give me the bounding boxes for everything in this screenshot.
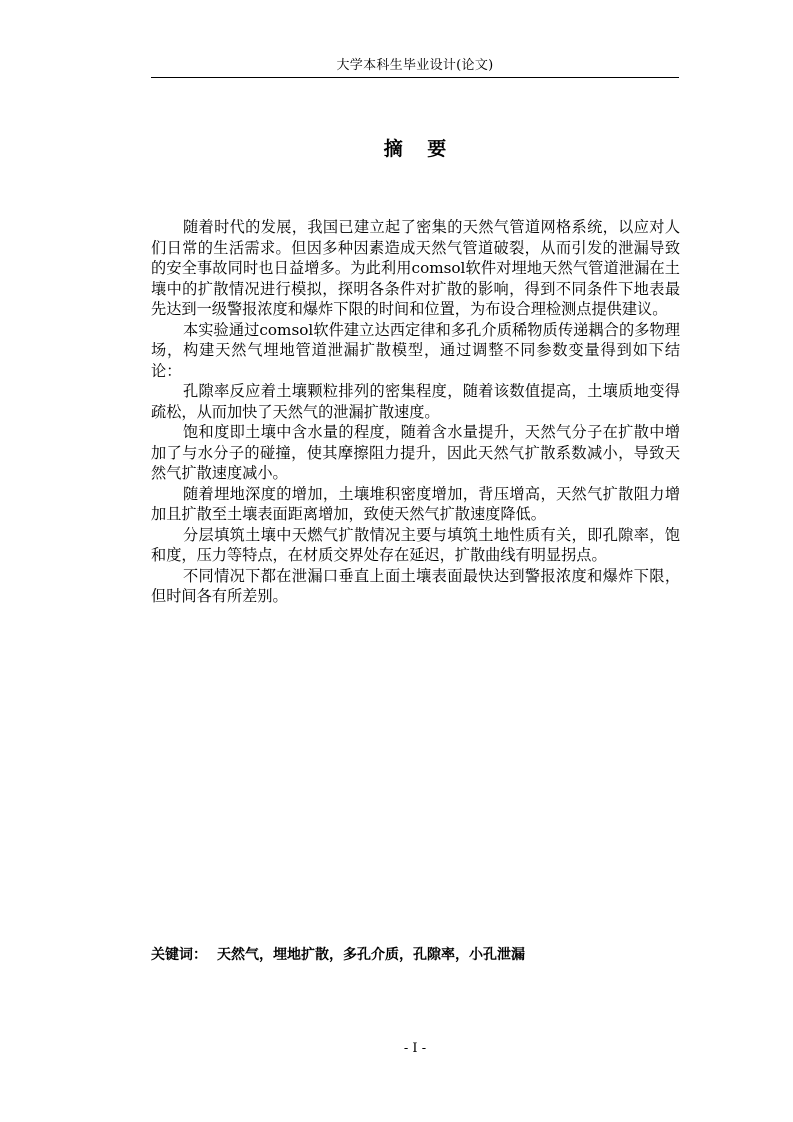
page-header: 大学本科生毕业设计(论文): [336, 58, 494, 73]
abstract-paragraph-6: 分层填筑土壤中天燃气扩散情况主要与填筑土地性质有关，即孔隙率，饱和度，压力等特点，在材质交界处存在延迟，扩散曲线有明显拐点。: [151, 525, 680, 564]
abstract-paragraph-4: 饱和度即土壤中含水量的程度，随着含水量提升，天然气分子在扩散中增加了与水分子的碰撞，使其摩擦阻力提升，因此天然气扩散系数减小，导致天然气扩散速度减小。: [151, 423, 680, 482]
abstract-paragraph-1: 随着时代的发展，我国已建立起了密集的天然气管道网格系统，以应对人们日常的生活需求。但因多种因素造成天然气管道破裂，从而引发的泄漏导致的安全事故同时也日益增多。为此利用comsol软件对埋地天然气管道泄漏在土壤中的扩散情况进行模拟，探明各条件对扩散的影响，得到不同条件下地表最先达到一级警报浓度和爆炸下限的时间和位置，为布设合理检测点提供建议。: [151, 218, 680, 318]
abstract-paragraph-3: 孔隙率反应着土壤颗粒排列的密集程度，随着该数值提高，土壤质地变得疏松，从而加快了天然气的泄漏扩散速度。: [151, 382, 680, 421]
abstract-title: 摘 要: [383, 138, 447, 160]
header-rule: [151, 77, 679, 78]
keywords-line: [151, 944, 679, 966]
abstract-body: [151, 217, 680, 607]
keywords-label: 关键词：: [151, 947, 207, 963]
abstract-paragraph-2: 本实验通过comsol软件建立达西定律和多孔介质稀物质传递耦合的多物理场，构建天然气埋地管道泄漏扩散模型，通过调整不同参数变量得到如下结论：: [151, 320, 680, 380]
abstract-paragraph-5: 随着埋地深度的增加，土壤堆积密度增加，背压增高，天然气扩散阻力增加且扩散至土壤表面距离增加，致使天然气扩散速度降低。: [151, 484, 680, 523]
page-number: - I -: [403, 1041, 427, 1056]
abstract-paragraph-7: 不同情况下都在泄漏口垂直上面土壤表面最快达到警报浓度和爆炸下限，但时间各有所差别。: [151, 566, 680, 605]
keywords-value: 天然气，埋地扩散，多孔介质，孔隙率，小孔泄漏: [217, 947, 525, 963]
